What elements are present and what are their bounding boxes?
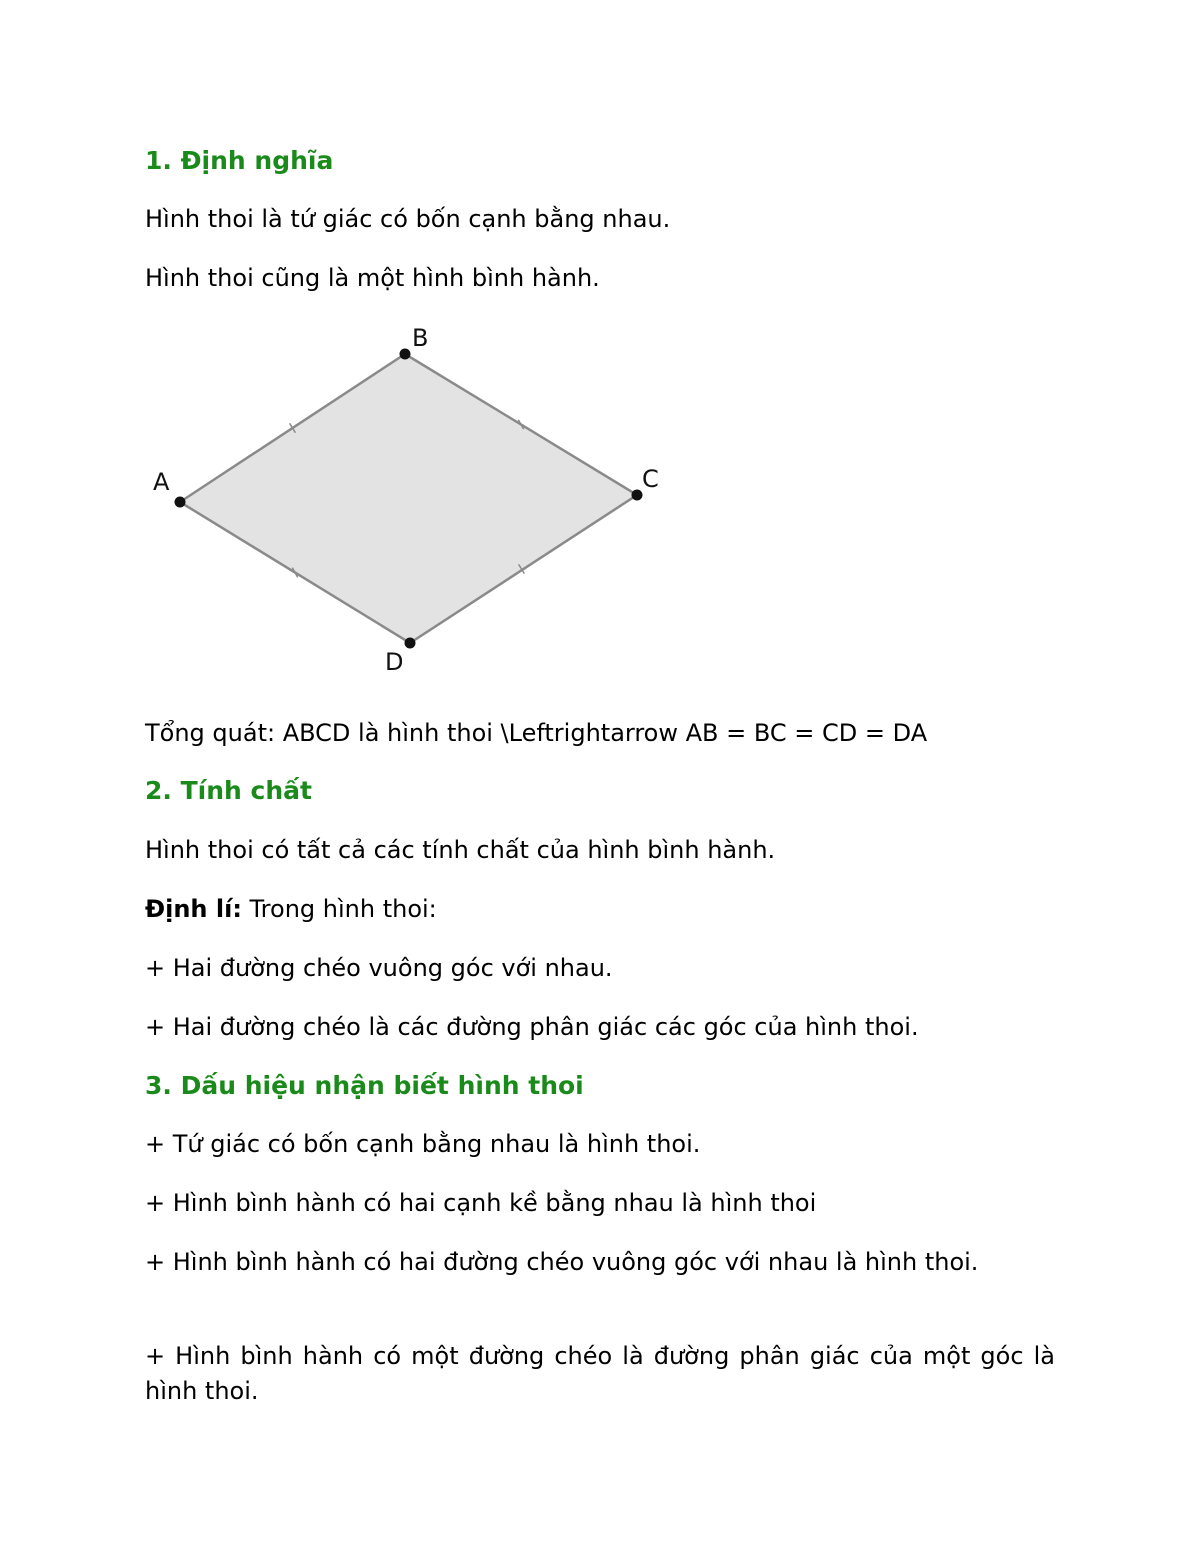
definition-paragraph-2: Hình thoi cũng là một hình bình hành. xyxy=(145,264,600,292)
vertex-label-a: A xyxy=(153,468,170,496)
section-2-heading: 2. Tính chất xyxy=(145,776,312,805)
vertex-point-a xyxy=(175,497,186,508)
criterion-item: + Tứ giác có bốn cạnh bằng nhau là hình thoi. xyxy=(145,1130,701,1158)
rhombus-figure xyxy=(150,318,680,680)
vertex-point-c xyxy=(632,490,643,501)
criterion-item: + Hình bình hành có một đường chéo là đường phân giác của một góc là hình thoi. xyxy=(145,1342,1055,1405)
property-item: + Hai đường chéo vuông góc với nhau. xyxy=(145,954,613,982)
vertex-label-b: B xyxy=(412,324,429,352)
theorem-text: Trong hình thoi: xyxy=(241,895,437,923)
theorem-line xyxy=(145,892,1055,927)
criterion-item: + Hình bình hành có hai đường chéo vuông góc với nhau là hình thoi. xyxy=(145,1248,979,1276)
theorem-label: Định lí: xyxy=(145,895,242,923)
properties-paragraph: Hình thoi có tất cả các tính chất của hình bình hành. xyxy=(145,836,776,864)
rhombus-shape xyxy=(180,354,637,643)
vertex-point-d xyxy=(405,638,416,649)
criterion-item: + Hình bình hành có hai cạnh kề bằng nhau là hình thoi xyxy=(145,1189,817,1217)
vertex-label-c: C xyxy=(642,465,659,493)
document-page xyxy=(145,0,1055,1553)
definition-paragraph-1: Hình thoi là tứ giác có bốn cạnh bằng nhau. xyxy=(145,205,671,233)
vertex-point-b xyxy=(400,349,411,360)
property-item: + Hai đường chéo là các đường phân giác các góc của hình thoi. xyxy=(145,1013,919,1041)
section-1-heading: 1. Định nghĩa xyxy=(145,146,334,175)
summary-formula: Tổng quát: ABCD là hình thoi \Leftrightarrow AB = BC = CD = DA xyxy=(145,719,928,747)
vertex-label-d: D xyxy=(385,648,404,676)
section-3-heading: 3. Dấu hiệu nhận biết hình thoi xyxy=(145,1071,584,1100)
